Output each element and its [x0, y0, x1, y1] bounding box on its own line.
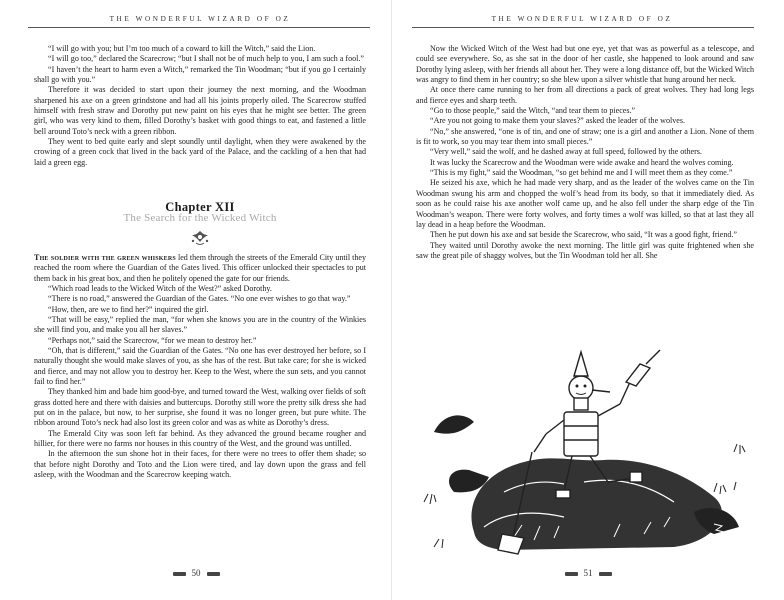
left-page-text: [34, 44, 366, 480]
right-head-rule: [412, 27, 754, 28]
paragraph: They went to bed quite early and slept soundly until daylight, when they were awakened by the crowing of a green cock that lived in the back yard of the Palace, and the cackling of a hen that had laid a green egg.: [34, 137, 366, 167]
left-head-rule: [28, 27, 370, 28]
paragraph: “Are you not going to make them your slaves?” asked the leader of the wolves.: [430, 116, 685, 126]
paragraph: They waited until Dorothy awoke the next morning. The little girl was quite frightened when she saw the great pile of shaggy wolves, but the Tin Woodman told her all. She: [416, 240, 754, 260]
right-page: [392, 0, 784, 600]
paragraph: They thanked him and bade him good-bye, and turned toward the West, walking over fields of soft grass dotted here and there with daisies and buttercups. Dorothy still wore the pretty silk dress she had put on in the palace, but now, to her surprise, she found it was no longer green, but pure white. The ribbon around Toto’s neck had also lost its green color and was as white as Dorothy’s dress.: [34, 387, 366, 428]
right-page-text: [416, 44, 754, 261]
page-number: 50: [191, 568, 201, 578]
page-number: 51: [583, 568, 593, 578]
paragraph: “This is my fight,” said the Woodman, “so get behind me and I will meet them as they come.”: [430, 168, 733, 178]
paragraph: In the afternoon the sun shone hot in their faces, for there were no trees to offer them shade; so that before night Dorothy and Toto and the Lion were tired, and lay down upon the grass and fell asleep, with the Woodman and the Scarecrow keeping watch.: [34, 449, 366, 480]
paragraph: At once there came running to her from all directions a pack of great wolves. They had long legs and fierce eyes and sharp teeth.: [416, 85, 754, 105]
paragraph: “I haven’t the heart to harm even a Witch,” remarked the Tin Woodman; “but if you go I certainly shall go with you.”: [34, 64, 366, 85]
left-page-folio: [0, 568, 392, 578]
paragraph: “Perhaps not,” said the Scarecrow, “for we mean to destroy her.”: [48, 335, 257, 345]
tin-woodman-wolves-illustration: [414, 342, 764, 557]
chapter-ornament-icon: [187, 229, 213, 247]
opening-smallcaps: The soldier with the green whiskers: [34, 252, 176, 262]
folio-ornament-icon: [207, 572, 220, 576]
paragraph: It was lucky the Scarecrow and the Woodman were wide awake and heard the wolves coming.: [430, 157, 734, 167]
chapter-number: Chapter XII: [165, 200, 235, 215]
folio-ornament-icon: [565, 572, 578, 576]
chapter-opening-paragraph: [34, 253, 366, 284]
paragraph: “Go to those people,” said the Witch, “and tear them to pieces.”: [430, 106, 636, 116]
paragraph: He seized his axe, which he had made very sharp, and as the leader of the wolves came on the Tin Woodman swung his arm and chopped the wolf’s head from its body, so that it immediately died. As soon as he could raise his axe another wolf came up, and he also fell under the sharp edge of the Tin Woodman’s weapon. There were forty wolves, and forty times a wolf was killed, so that at last they all lay dead in a heap before the Woodman.: [416, 178, 754, 229]
paragraph: “No,” she answered, “one is of tin, and one of straw; one is a girl and another a Lion. None of them is fit to work, so you may tear them into small pieces.”: [416, 126, 754, 147]
folio-ornament-icon: [599, 572, 612, 576]
paragraph: Now the Wicked Witch of the West had but one eye, yet that was as powerful as a telescope, and could see everywhere. So, as she sat in the door of her castle, she happened to look around and saw Dorothy lying asleep, with her friends all about her. They were a long distance off, but the Wicked Witch was angry to find them in her country; so she blew upon a silver whistle that hung around her neck.: [416, 44, 754, 85]
paragraph: “How, then, are we to find her?” inquired the girl.: [48, 304, 209, 314]
left-running-head: THE WONDERFUL WIZARD OF OZ: [109, 15, 291, 23]
paragraph: Then he put down his axe and sat beside the Scarecrow, who said, “It was a good fight, friend.”: [430, 230, 737, 240]
paragraph: “I will go too,” declared the Scarecrow; “but I shall not be of much help to you, I am such a fool.”: [48, 54, 364, 64]
paragraph: Therefore it was decided to start upon their journey the next morning, and the Woodman sharpened his axe on a green grindstone and had all his joints properly oiled. The Scarecrow stuffed himself with fresh straw and Dorothy put new paint on his eyes that he might see better. The green girl, who was very kind to them, filled Dorothy’s basket with good things to eat, and fastened a little bell around Toto’s neck with a green ribbon.: [34, 85, 366, 136]
paragraph: “Very well,” said the wolf, and he dashed away at full speed, followed by the others.: [430, 147, 702, 157]
paragraph: “I will go with you; but I’m too much of a coward to kill the Witch,” said the Lion.: [48, 44, 316, 53]
paragraph: “Oh, that is different,” said the Guardian of the Gates. “No one has ever destroyed her before, so I naturally thought she would make slaves of you, as she has of the rest. But take care; for she is wicked and fierce, and may not allow you to destroy her. Keep to the West, where the sun sets, and you cannot fail to find her.”: [34, 345, 366, 386]
paragraph: The Emerald City was soon left far behind. As they advanced the ground became rougher and hillier, for there were no farms nor houses in this country of the West, and the ground was untilled.: [34, 428, 366, 448]
folio-ornament-icon: [173, 572, 186, 576]
paragraph: “That will be easy,” replied the man, “for when she knows you are in the country of the Winkies she will find you, and make you all her slaves.”: [34, 314, 366, 335]
chapter-heading: [34, 202, 366, 247]
paragraph: “There is no road,” answered the Guardian of the Gates. “No one ever wishes to go that way.”: [48, 294, 351, 304]
right-running-head: THE WONDERFUL WIZARD OF OZ: [491, 15, 673, 23]
opening-rest: led them through the streets of the Emerald City until they reached the room where the Guardian of the Gates lived. This officer unlocked their spectacles to put them back in his great box, and then he politely opened the gate for our friends.: [34, 252, 367, 283]
paragraph: “Which road leads to the Wicked Witch of the West?” asked Dorothy.: [48, 283, 272, 293]
chapter-title: The Search for the Wicked Witch: [123, 212, 277, 225]
right-page-folio: [392, 568, 784, 578]
